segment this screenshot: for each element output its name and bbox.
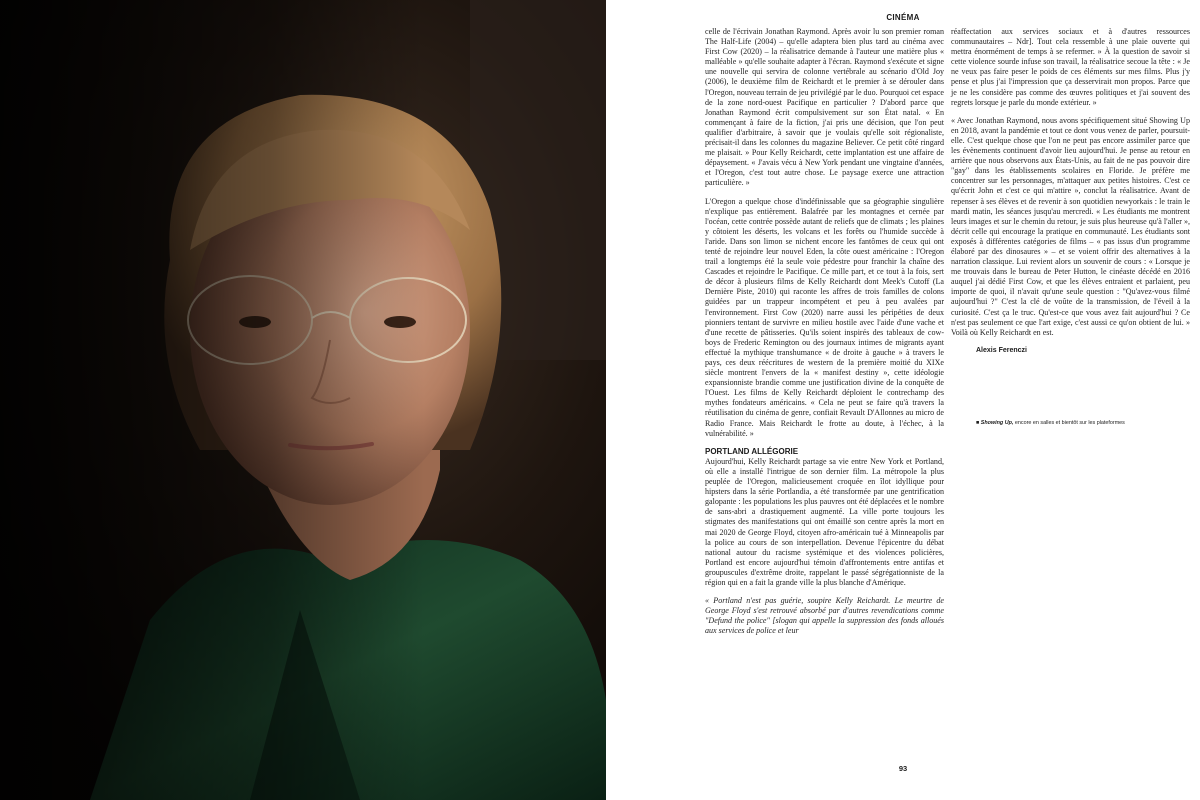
subheading: PORTLAND ALLÉGORIE	[705, 446, 799, 456]
body-paragraph: « Portland n'est pas guérie, soupire Kelly Reichardt. Le meurtre de George Floyd s'est retrouvé absorbé par d'autres revendications comme "Defund the police" [slogan qui appelle la suppression des fonds alloués aux services de police et leur	[705, 596, 944, 636]
body-paragraph: celle de l'écrivain Jonathan Raymond. Après avoir lu son premier roman The Half-Life (2004) – qu'elle adaptera bien plus tard au cinéma avec First Cow (2020) – la réalisatrice demande à l'auteur une matière plus « malléable » qu'elle souhaite adapter à l'écran. Raymond s'exécute et signe une nouvelle qui servira de colonne vertébrale au scénario d'Old Joy (2006), le deuxième film de Reichardt et le premier à se dérouler dans l'Oregon, nouveau terrain de jeu privilégié par le duo. Pourquoi cet espace de la zone nord-ouest Pacifique en particulier ? D'abord parce que Jonathan Raymond écrit compulsivement sur son État natal. « En commençant à faire de la fiction, j'ai pris une décision, que l'on peut qualifier d'arbitraire, à savoir que je voulais qu'elle soit régionaliste, précisait-il dans les colonnes du magazine Believer. Ce petit côté ringard me plaisait. » Pour Kelly Reichardt, cette implantation est une affaire de dépaysement. « J'avais vécu à New York pendant une vingtaine d'années, et l'Oregon, c'est tout autre chose. Le paysage exerce une attraction particulière. »	[705, 27, 944, 188]
magazine-page	[606, 0, 1200, 800]
footnote-text: encore en salles et bientôt sur les plateformes	[1014, 419, 1125, 426]
text-column-right	[951, 27, 1190, 427]
section-label: CINÉMA	[886, 13, 920, 22]
body-paragraph: réaffectation aux services sociaux et à d'autres ressources communautaires – Ndr]. Tout cela ressemble à une plaie ouverte qui mettra énormément de temps à se refermer. » À la question de savoir si cette violence sourde infuse son travail, la réalisatrice secoue la tête : « Je ne veux pas faire peser le poids de ces éléments sur mes films. Plus j'y pense et plus j'ai l'impression que ça desservirait mon propos. Parce que je ne les considère pas comme des œuvres politiques et j'ai souvent des regrets lorsque je parle du monde extérieur. »	[951, 27, 1190, 107]
text-column-left	[705, 27, 944, 644]
body-paragraph: Aujourd'hui, Kelly Reichardt partage sa vie entre New York et Portland, où elle a installé l'intrigue de son dernier film. La métropole la plus peuplée de l'Oregon, malicieusement croquée en îlot idyllique pour hipsters dans la série Portlandia, a été transformée par une gentrification galopante : les populations les plus pauvres ont été déplacées et le nombre de sans-abri a drastiquement augmenté. La ville porte toujours les stigmates des manifestations qui ont émaillé son centre après la mort en mai 2020 de George Floyd, citoyen afro-américain tué à Minneapolis par la police au cours de son interpellation. Devenue l'épicentre du débat national autour du racisme systémique et des violences policières, Portland est encore aujourd'hui témoin d'affrontements entre antifas et groupuscules d'extrême droite, rappelant le passé ségrégationniste de la région qui en a fait la grande ville la plus blanche d'Amérique.	[705, 456, 944, 587]
body-paragraph: « Avec Jonathan Raymond, nous avons spécifiquement situé Showing Up en 2018, avant la pandémie et tout ce dont vous venez de parler, poursuit-elle. C'est quelque chose que l'on ne peut pas encore assimiler parce que les évènements continuent d'avoir lieu aujourd'hui. Je pense au retour en arrière que nous observons aux États-Unis, au fait de ne pas pouvoir dire "gay" dans les établissements scolaires en Floride. Je préfère me concentrer sur les personnages, m'attaquer aux petites histoires. C'est ce qu'écrit John et c'est ce qui m'attire », conclut la réalisatrice. Avant de repenser à ses élèves et de revenir à son quotidien newyorkais : le train le mardi matin, les séances jusqu'au mercredi. « Les étudiants me montrent leurs images et sur le chemin du retour, je suis plus heureuse qu'à l'aller », décrit celle qui encourage la pratique en communauté. Les étudiants sont exposés à différentes catégories de films – « pas issus d'un programme élaboré par des dinosaures » – et se voient offrir des alternatives à la narration classique. Lui revient alors un souvenir de cours : « Lorsque je me trouvais dans le bureau de Peter Hutton, le cinéaste décédé en 2016 auquel j'ai dédié First Cow, et que les élèves entraient et parlaient, peu importe de quoi, il n'avait qu'une seule question : "Qu'avez-vous filmé aujourd'hui ?" C'est la clé de voûte de la transmission, de l'éveil à la curiosité. C'est ça le truc. Qu'est-ce que vous avez fait aujourd'hui ? Ce n'est pas seulement ce que l'art exige, c'est aussi ce qu'on obtient de lui. » Voilà où Kelly Reichardt en est.	[951, 115, 1190, 337]
body-paragraph: L'Oregon a quelque chose d'indéfinissable que sa géographie singulière n'explique pas entièrement. Balafrée par les montagnes et cernée par l'océan, cette contrée possède autant de reliefs que de climats ; les plaines y côtoient les déserts, les volcans et les forêts ou l'humide succède à l'aride. Dans son limon se nichent encore les fantômes de ceux qui ont tenté de rejoindre leur nouvel Eden, la côte ouest américaine : l'Oregon trail a longtemps été la seule voie pédestre pour franchir la chaîne des Cascades et rejoindre le Pacifique. Ce mille part, et ce tout à la fois, sert de décor à plusieurs films de Kelly Reichardt dont Meek's Cutoff (La Dernière Piste, 2010) qui raconte les affres de trois familles de colons guidées par un trappeur incompétent et peu à peu avalées par l'environnement. First Cow (2020) narre aussi les péripéties de deux pionniers tentant de survivre en milieu hostile avec l'aide d'une vache et d'une recette de pâtisseries. Qu'ils soient inspirés des tableaux de cow-boys de Frederic Remington ou des journaux intimes de migrants ayant effectué la mythique transhumance « de droite à gauche » à travers le pays, ces deux réécritures de western de la première moitié du XIXe siècle montrent l'envers de la « manifest destiny », cette idéologie expansionniste brandie comme une justification divine de la conquête de l'Ouest. Les films de Kelly Reichardt déploient le contrechamp des mythes fondateurs américains. « Cela ne peut se faire qu'à travers la réutilisation du cinéma de genre, confiait Revault D'Allonnes au micro de Radio France. Mais Reichardt le frotte au doute, à l'échec, à la vulnérabilité. »	[705, 196, 944, 438]
film-footnote	[976, 420, 1190, 427]
page-number: 93	[898, 764, 908, 773]
author-signature: Alexis Ferenczi	[976, 346, 1027, 354]
footnote-title: ■ Showing Up,	[976, 419, 1014, 426]
